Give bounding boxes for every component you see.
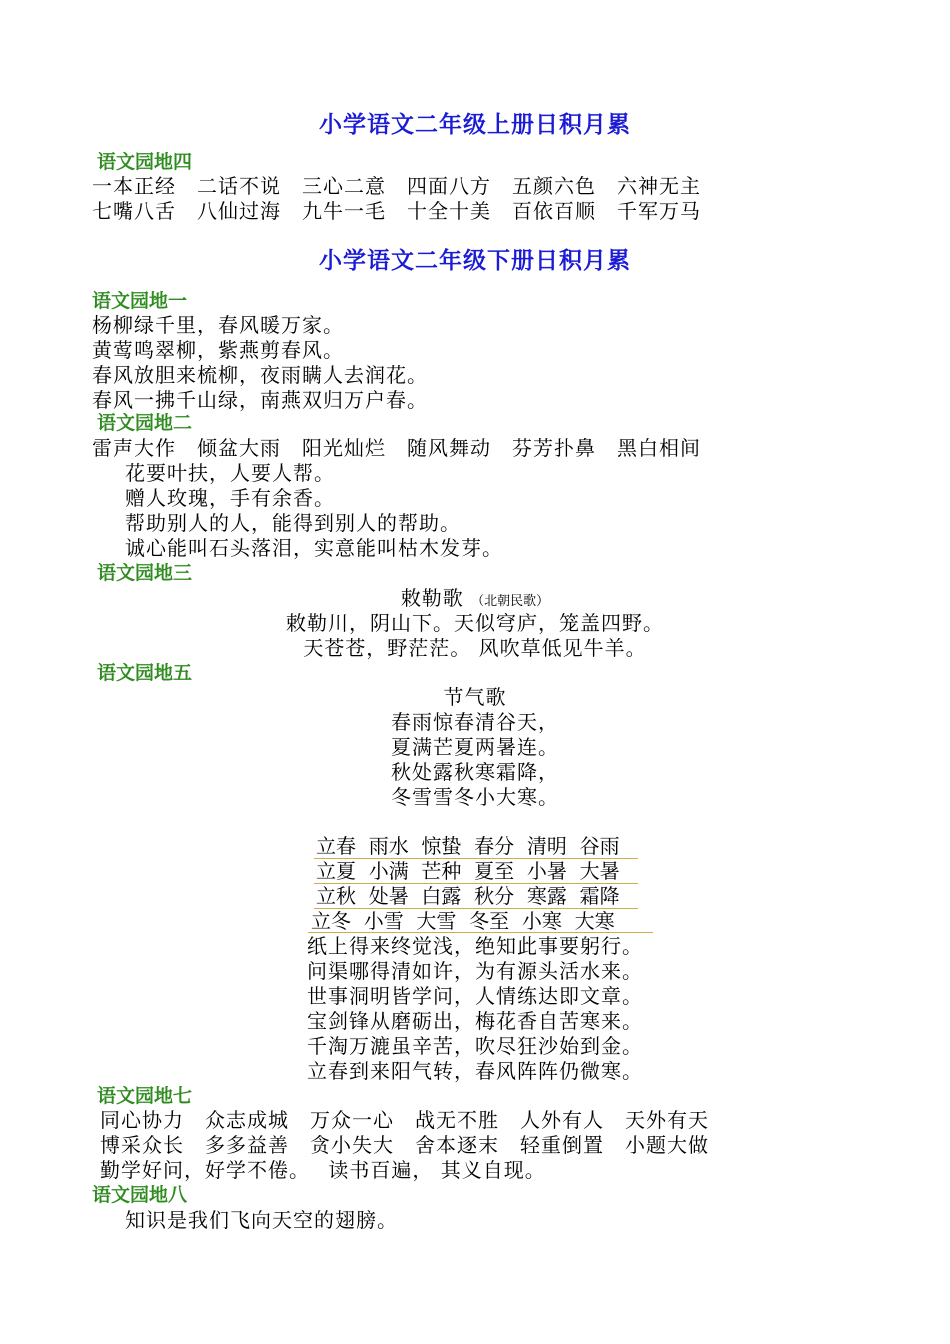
unit7-idioms-row-2: 博采众长 多多益善 贪小失大 舍本逐末 轻重倒置 小题大做 [100,1133,709,1157]
unit7-idioms-row-1: 同心协力 众志成城 万众一心 战无不胜 人外有人 天外有天 [100,1108,709,1132]
song-title: 节气歌 [443,685,507,709]
heading-unit-3: 语文园地三 [97,562,193,584]
verse-line: 世事洞明皆学问，人情练达即文章。 [307,984,643,1008]
solar-terms-row: 立秋 处暑 白露 秋分 寒露 霜降 [316,884,620,908]
terms-underline [308,932,653,933]
unit1-line: 杨柳绿千里，春风暖万家。 [92,313,344,337]
unit8-line: 知识是我们飞向天空的翅膀。 [125,1208,398,1232]
solar-terms-row: 立夏 小满 芒种 夏至 小暑 大暑 [316,859,620,883]
verse-line: 千淘万漉虽辛苦，吹尽狂沙始到金。 [307,1034,643,1058]
poem-line: 天苍苍，野茫茫。 风吹草低见牛羊。 [303,636,647,660]
song-line: 秋处露秋寒霜降， [391,760,559,784]
title-upper: 小学语文二年级上册日积月累 [319,112,631,138]
unit2-line: 诚心能叫石头落泪，实意能叫枯木发芽。 [125,536,503,560]
poem-title: 敕勒歌 [400,586,464,610]
unit1-line: 春风放胆来梳柳，夜雨瞒人去润花。 [92,363,428,387]
idioms-row-2: 七嘴八舌 八仙过海 九牛一毛 十全十美 百依百顺 千军万马 [92,199,701,223]
unit2-line: 赠人玫瑰，手有余香。 [125,486,335,510]
unit7-sayings: 勤学好问，好学不倦。 读书百遍， 其义自现。 [100,1158,546,1182]
unit2-line: 帮助别人的人，能得到别人的帮助。 [125,511,461,535]
unit2-idioms: 雷声大作 倾盆大雨 阳光灿烂 随风舞动 芬芳扑鼻 黑白相间 [92,436,701,460]
song-line: 春雨惊春清谷天， [391,710,559,734]
poem-line: 敕勒川，阴山下。天似穹庐，笼盖四野。 [286,611,664,635]
song-line: 夏满芒夏两暑连。 [391,735,559,759]
heading-unit-2: 语文园地二 [97,412,193,434]
idioms-row-1: 一本正经 二话不说 三心二意 四面八方 五颜六色 六神无主 [92,174,701,198]
unit1-line: 黄莺鸣翠柳，紫燕剪春风。 [92,338,344,362]
heading-unit-1: 语文园地一 [92,290,188,312]
poem-title-row [0,586,950,614]
verse-line: 宝剑锋从磨砺出，梅花香自苦寒来。 [307,1009,643,1033]
solar-terms-row: 立春 雨水 惊蛰 春分 清明 谷雨 [316,834,620,858]
unit1-line: 春风一拂千山绿，南燕双归万户春。 [92,388,428,412]
heading-unit-7: 语文园地七 [97,1085,193,1107]
verse-line: 问渠哪得清如许，为有源头活水来。 [307,959,643,983]
heading-unit-8: 语文园地八 [92,1184,188,1206]
heading-unit-5: 语文园地五 [97,662,193,684]
poem-author-note: （北朝民歌） [471,594,550,609]
verse-line: 立春到来阳气转，春风阵阵仍微寒。 [307,1059,643,1083]
song-line: 冬雪雪冬小大寒。 [391,785,559,809]
unit2-line: 花要叶扶，人要人帮。 [125,461,335,485]
solar-terms-row: 立冬 小雪 大雪 冬至 小寒 大寒 [311,909,615,933]
heading-upper-unit-4: 语文园地四 [97,151,193,173]
verse-line: 纸上得来终觉浅，绝知此事要躬行。 [307,934,643,958]
title-lower: 小学语文二年级下册日积月累 [319,248,631,274]
